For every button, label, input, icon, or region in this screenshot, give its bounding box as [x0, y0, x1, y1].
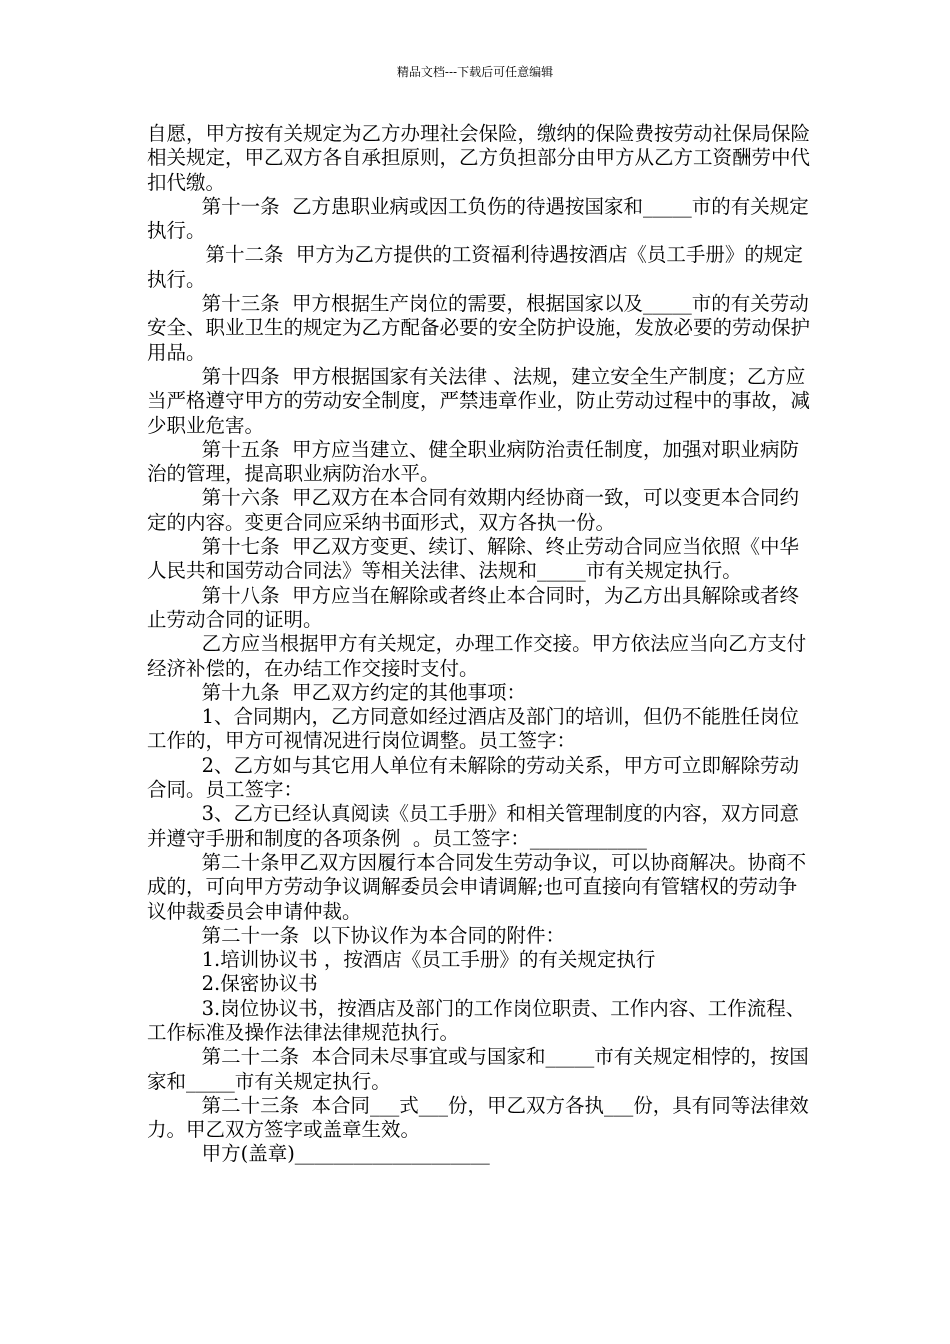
- page-header: 精品文档---下载后可任意编辑: [396, 65, 554, 79]
- paragraph: 自愿，甲方按有关规定为乙方办理社会保险，缴纳的保险费按劳动社保局保险相关规定，甲乙双方各自承担原则，乙方负担部分由甲方从乙方工资酬劳中代扣代缴。: [147, 122, 811, 194]
- paragraph: 第二十二条 本合同未尽事宜或与国家和_____市有关规定相悖的，按国家和_____市有关规定执行。: [147, 1045, 809, 1093]
- paragraph: 第十六条 甲乙双方在本合同有效期内经协商一致，可以变更本合同约定的内容。变更合同应采纳书面形式，双方各执一份。: [147, 486, 799, 534]
- paragraph: 第十一条 乙方患职业病或因工负伤的待遇按国家和_____市的有关规定执行。: [147, 194, 809, 243]
- paragraph: 第二十三条 本合同___式___份，甲乙双方各执___份，具有同等法律效力。甲乙双方签字或盖章生效。: [147, 1093, 809, 1142]
- document-body: [147, 122, 812, 1167]
- paragraph: 第十九条 甲乙双方约定的其他事项：: [201, 680, 526, 704]
- paragraph: 2、乙方如与其它用人单位有未解除的劳动关系，甲方可立即解除劳动合同。员工签字：: [147, 753, 800, 802]
- paragraph: 第十七条 甲乙双方变更、续订、解除、终止劳动合同应当依照《中华人民共和国劳动合同法》等相关法律、法规和_____市有关规定执行。: [147, 535, 799, 583]
- paragraph: 第十四条 甲方根据国家有关法律 、法规，建立安全生产制度；乙方应当严格遵守甲方的劳动安全制度，严禁违章作业，防止劳动过程中的事故，减少职业危害。: [147, 364, 811, 437]
- paragraph: 第十五条 甲方应当建立、健全职业病防治责任制度，加强对职业病防治的管理，提高职业病防治水平。: [147, 437, 799, 486]
- signature-line: 甲方(盖章)____________________: [201, 1142, 490, 1166]
- paragraph: 乙方应当根据甲方有关规定，办理工作交接。甲方依法应当向乙方支付经济补偿的，在办结工作交接时支付。: [147, 632, 807, 680]
- paragraph: 第十八条 甲方应当在解除或者终止本合同时，为乙方出具解除或者终止劳动合同的证明。: [147, 583, 799, 631]
- paragraph: 1.培训协议书 ，按酒店《员工手册》的有关规定执行: [201, 948, 656, 972]
- paragraph: 第十三条 甲方根据生产岗位的需要，根据国家以及_____市的有关劳动安全、职业卫生的规定为乙方配备必要的安全防护设施，发放必要的劳动保护用品。: [147, 292, 811, 364]
- paragraph: 3、乙方已经认真阅读《员工手册》和相关管理制度的内容，双方同意并遵守手册和制度的各项条例 。员工签字：____________: [147, 802, 800, 850]
- paragraph: 1、合同期内，乙方同意如经过酒店及部门的培训，但仍不能胜任岗位工作的，甲方可视情况进行岗位调整。员工签字：: [147, 705, 800, 753]
- paragraph: 第十二条 甲方为乙方提供的工资福利待遇按酒店《员工手册》的规定执行。: [147, 243, 803, 291]
- paragraph: 2.保密协议书: [201, 972, 318, 996]
- paragraph: 3.岗位协议书，按酒店及部门的工作岗位职责、工作内容、工作流程、工作标准及操作法律法律规范执行。: [147, 996, 806, 1044]
- paragraph: 第二十一条 以下协议作为本合同的附件：: [201, 923, 565, 947]
- paragraph: 第二十条甲乙双方因履行本合同发生劳动争议，可以协商解决。协商不成的，可向甲方劳动争议调解委员会申请调解;也可直接向有管辖权的劳动争议仲裁委员会申请仲裁。: [147, 850, 807, 923]
